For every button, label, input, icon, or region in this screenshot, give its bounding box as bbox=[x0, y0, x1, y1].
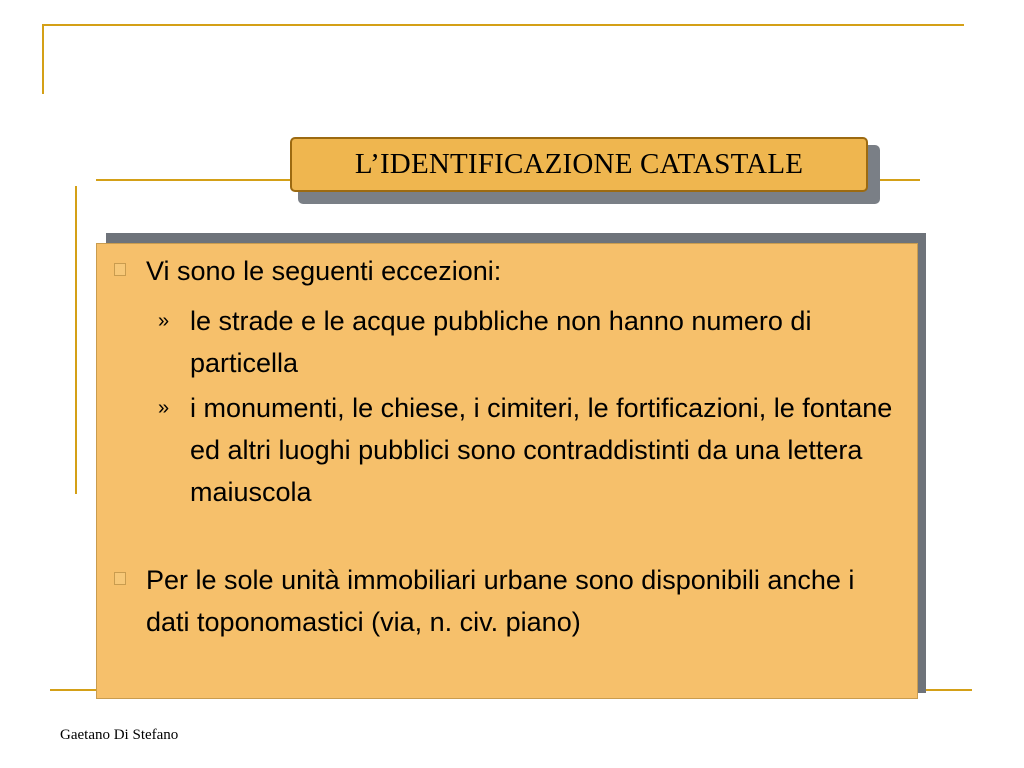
chevron-bullet-icon: » bbox=[158, 397, 170, 419]
footer-author: Gaetano Di Stefano bbox=[60, 727, 179, 743]
bullet-1 bbox=[114, 250, 894, 292]
slide-title: L’IDENTIFICAZIONE CATASTALE bbox=[354, 148, 804, 180]
bullet-2-text: Per le sole unità immobiliari urbane sono disponibili anche i dati toponomastici (via, n. civ. piano) bbox=[146, 565, 855, 637]
bullet-2 bbox=[114, 559, 904, 643]
sub-bullet-1 bbox=[158, 300, 898, 384]
title-box bbox=[290, 137, 868, 192]
decorative-line-top-left bbox=[42, 24, 44, 94]
square-bullet-icon bbox=[114, 263, 126, 276]
bullet-1-text: Vi sono le seguenti eccezioni: bbox=[146, 256, 502, 286]
sub-bullet-2 bbox=[158, 387, 898, 513]
sub-bullet-1-text: le strade e le acque pubbliche non hanno numero di particella bbox=[190, 306, 812, 378]
sub-bullet-2-text: i monumenti, le chiese, i cimiteri, le fortificazioni, le fontane ed altri luoghi pubblici sono contraddistinti da una lettera maiuscola bbox=[190, 393, 893, 507]
decorative-line-left-vertical bbox=[75, 186, 77, 494]
decorative-line-top bbox=[42, 24, 964, 26]
chevron-bullet-icon: » bbox=[158, 310, 170, 332]
decorative-line-title-left bbox=[96, 179, 296, 181]
square-bullet-icon bbox=[114, 572, 126, 585]
